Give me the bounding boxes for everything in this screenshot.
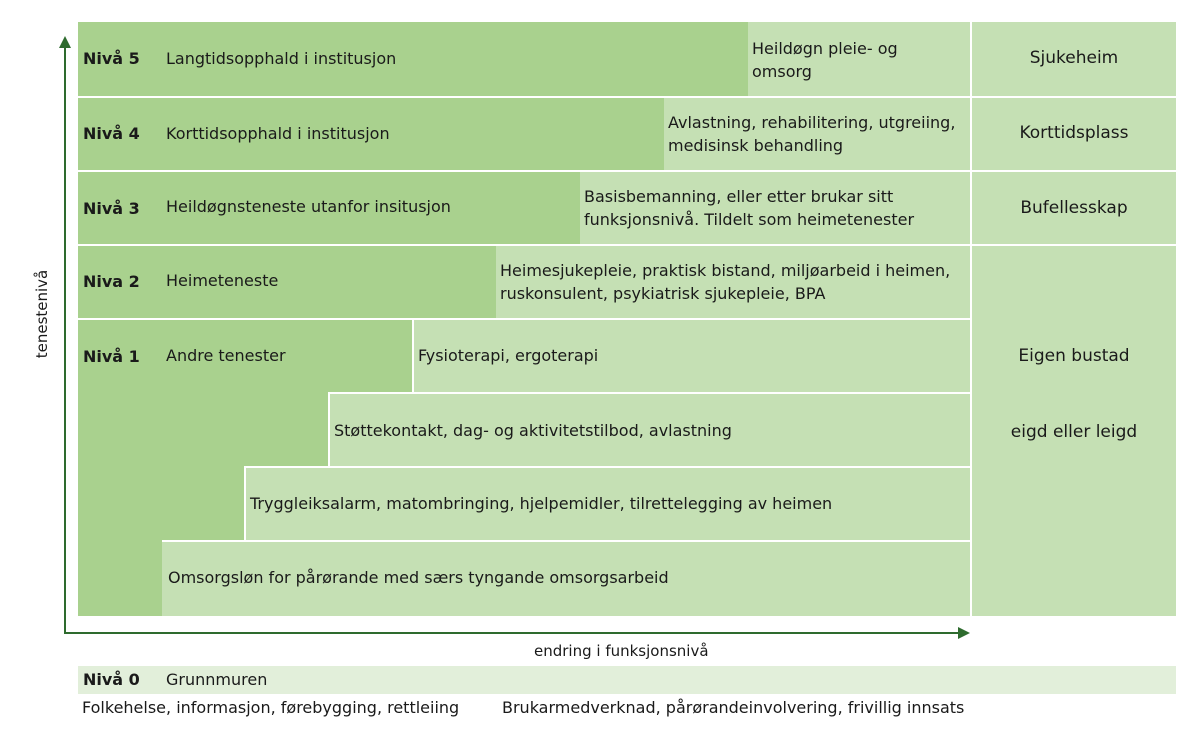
- level1-step-4: [78, 540, 162, 616]
- level0-name: Grunnmuren: [166, 670, 268, 689]
- level5-name: Langtidsopphald i institusjon: [166, 49, 397, 68]
- level1-row-1: Fysioterapi, ergoterapi: [418, 346, 599, 365]
- level4-housing: Korttidsplass: [1019, 123, 1129, 143]
- level5-desc: Heildøgn pleie- og omsorg: [752, 39, 898, 81]
- level3-desc: Basisbemanning, eller etter brukar sitt funksjonsnivå. Tildelt som heimetenester: [584, 187, 915, 229]
- x-axis-label: endring i funksjonsnivå: [534, 642, 709, 660]
- level0-foot-left: Folkehelse, informasjon, førebygging, rettleiing: [82, 698, 460, 717]
- y-axis-arrow-icon: [59, 36, 71, 48]
- level1-row-2: Støttekontakt, dag- og aktivitetstilbod, avlastning: [334, 421, 732, 440]
- level3-name: Heildøgnsteneste utanfor insitusjon: [166, 197, 451, 216]
- y-axis-label: tenestenivå: [33, 269, 51, 359]
- level2-name: Heimeteneste: [166, 271, 279, 290]
- level1-label: Nivå 1: [83, 347, 140, 366]
- own-home-housing-sub: eigd eller leigd: [1010, 422, 1138, 442]
- level4-desc: Avlastning, rehabilitering, utgreiing, medisinsk behandling: [668, 113, 956, 155]
- level2-block: [78, 246, 496, 318]
- level2-label: Niva 2: [83, 272, 140, 291]
- x-axis-line: [64, 632, 960, 634]
- level1-name: Andre tenester: [166, 346, 286, 365]
- level1-row-3: Tryggleiksalarm, matombringing, hjelpemidler, tilrettelegging av heimen: [250, 494, 833, 513]
- level2-desc: Heimesjukepleie, praktisk bistand, miljøarbeid i heimen, ruskonsulent, psykiatrisk sjukepleie, BPA: [500, 261, 951, 303]
- level1-row-4: Omsorgsløn for pårørande med særs tyngande omsorgsarbeid: [168, 568, 669, 587]
- own-home-housing: Eigen bustad: [1018, 346, 1130, 366]
- level1-step-3: [78, 466, 244, 540]
- level1-step-2: [78, 392, 328, 466]
- level0-label: Nivå 0: [83, 670, 140, 689]
- level4-name: Korttidsopphald i institusjon: [166, 124, 390, 143]
- level5-label: Nivå 5: [83, 49, 140, 68]
- y-axis-line: [64, 44, 66, 632]
- level3-label: Nivå 3: [83, 199, 140, 218]
- x-axis-arrow-icon: [958, 627, 970, 639]
- level0-foot-right: Brukarmedverknad, pårørandeinvolvering, frivillig innsats: [502, 698, 965, 717]
- level3-housing: Bufellesskap: [1020, 198, 1128, 218]
- level5-housing: Sjukeheim: [1029, 48, 1119, 68]
- level4-label: Nivå 4: [83, 124, 140, 143]
